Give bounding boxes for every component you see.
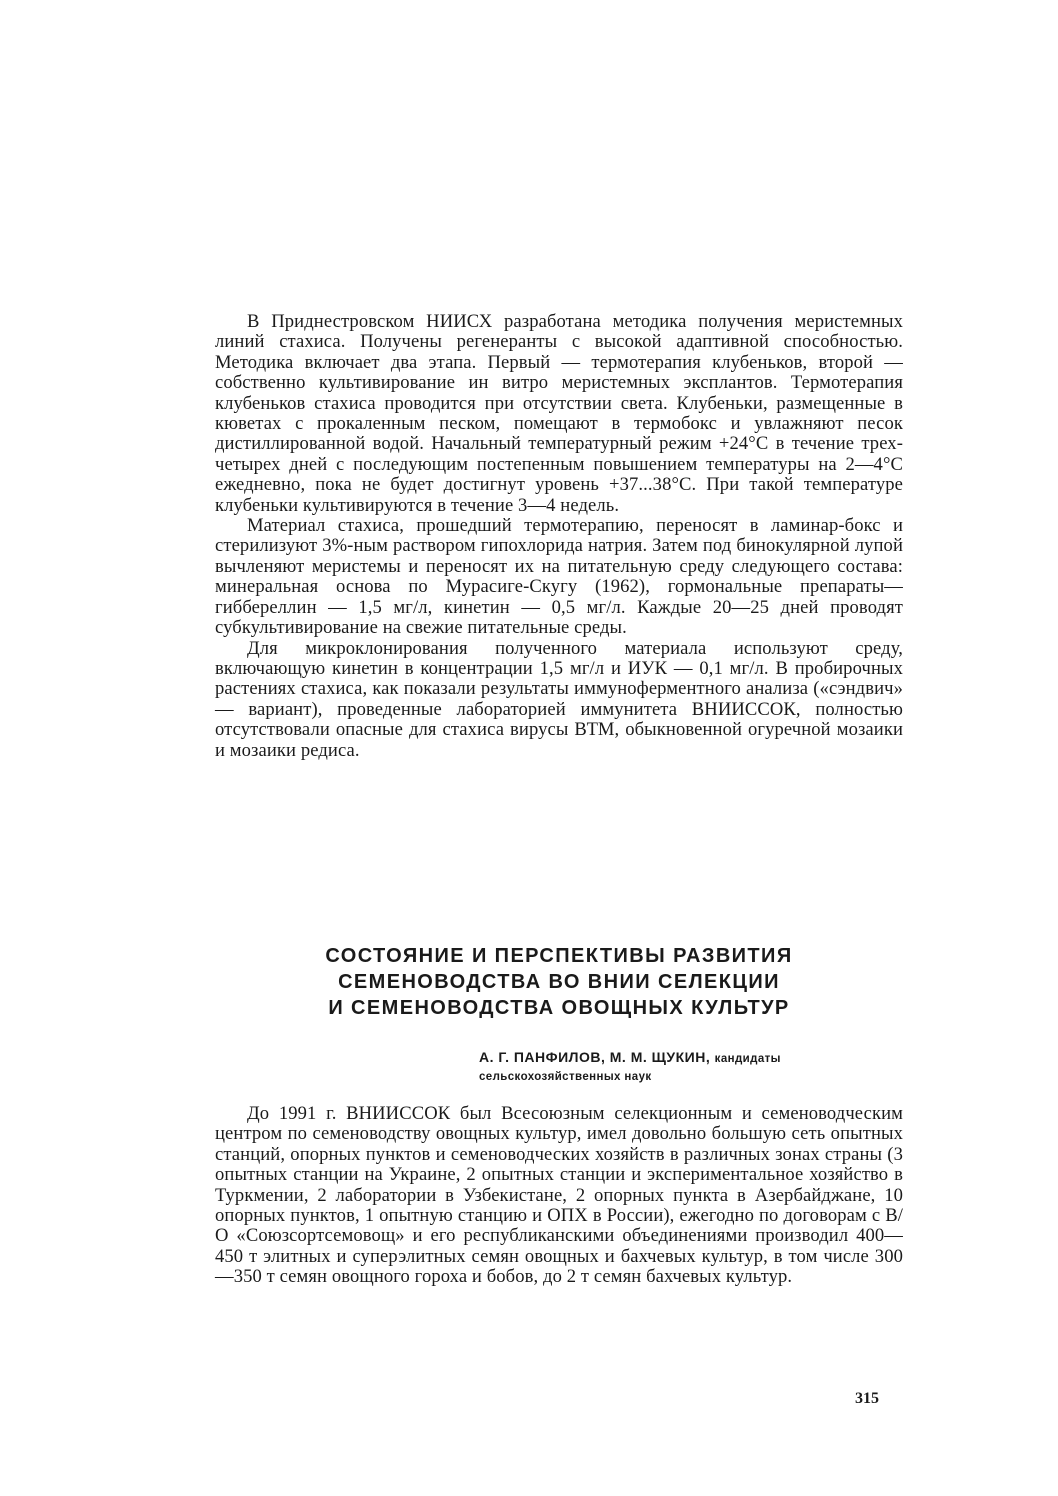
author-degree: кандидаты [714,1053,781,1065]
article-stachys-body [215,312,903,761]
author-byline [479,1048,899,1086]
page-number: 315 [855,1390,879,1407]
author-degree-continued: сельскохозяйственных наук [479,1071,652,1083]
title-line: СЕМЕНОВОДСТВА ВО ВНИИ СЕЛЕКЦИИ [338,971,780,993]
title-line: И СЕМЕНОВОДСТВА ОВОЩНЫХ КУЛЬТУР [328,997,790,1019]
paragraph: Для микроклонирования полученного материала используют среду, включающую кинетин в концентрации 1,5 мг/л и ИУК — 0,1 мг/л. В пробирочных растениях стахиса, как показали результаты иммуноферментного анализа («сэндвич» — вариант), проведенные лабораторией иммунитета ВНИИССОК, полностью отсутствовали опасные для стахиса вирусы ВТМ, обыкновенной огуречной мозаики и мозаики редиса. [215,637,903,761]
paragraph: Материал стахиса, прошедший термотерапию, переносят в ламинар-бокс и стерилизуют 3%-ным раствором гипохлорида натрия. Затем под бинокулярной лупой вычленяют меристемы и переносят их на питательную среду следующего состава: минеральная основа по Мурасиге-Скугу (1962), гормональные препараты— гиббереллин — 1,5 мг/л, кинетин — 0,5 мг/л. Каждые 20—25 дней проводят субкультивирование на свежие питательные среды. [215,515,903,639]
paragraph: До 1991 г. ВНИИССОК был Всесоюзным селекционным и семеноводческим центром по семеноводству овощных культур, имел довольно большую сеть опытных станций, опорных пунктов и семеноводческих хозяйств в различных зонах страны (3 опытных станции на Украине, 2 опытных станции и экспериментальное хозяйство в Туркмении, 2 лаборатории в Узбекистане, 2 опорных пункта в Азербайджане, 10 опорных пунктов, 1 опытную станцию и ОПХ в России), ежегодно по договорам с В/О «Союзсортсемовощ» и его республиканскими объединениями производил 400—450 т элитных и суперэлитных семян овощных и бахчевых культур, в том числе 300—350 т семян овощного гороха и бобов, до 2 т семян бахчевых культур. [215,1103,903,1288]
article-title [215,943,903,1021]
article-seed-production-body [215,1104,903,1288]
author-names: А. Г. ПАНФИЛОВ, М. М. ЩУКИН, [479,1049,711,1065]
title-line: СОСТОЯНИЕ И ПЕРСПЕКТИВЫ РАЗВИТИЯ [325,945,793,967]
paragraph: В Приднестровском НИИСХ разработана методика получения меристемных линий стахиса. Получены регенеранты с высокой адаптивной способностью. Методика включает два этапа. Первый — термотерапия клубеньков, второй — собственно культивирование ин витро меристемных эксплантов. Термотерапия клубеньков стахиса проводится при отсутствии света. Клубеньки, размещенные в кюветах с прокаленным песком, помещают в термобокс и увлажняют песок дистиллированной водой. Начальный температурный режим +24°С в течение трех-четырех дней с последующим постепенным повышением температуры на 2—4°С ежедневно, пока не будет достигнут уровень +37...38°С. При такой температуре клубеньки культивируются в течение 3—4 недель. [215,311,903,516]
